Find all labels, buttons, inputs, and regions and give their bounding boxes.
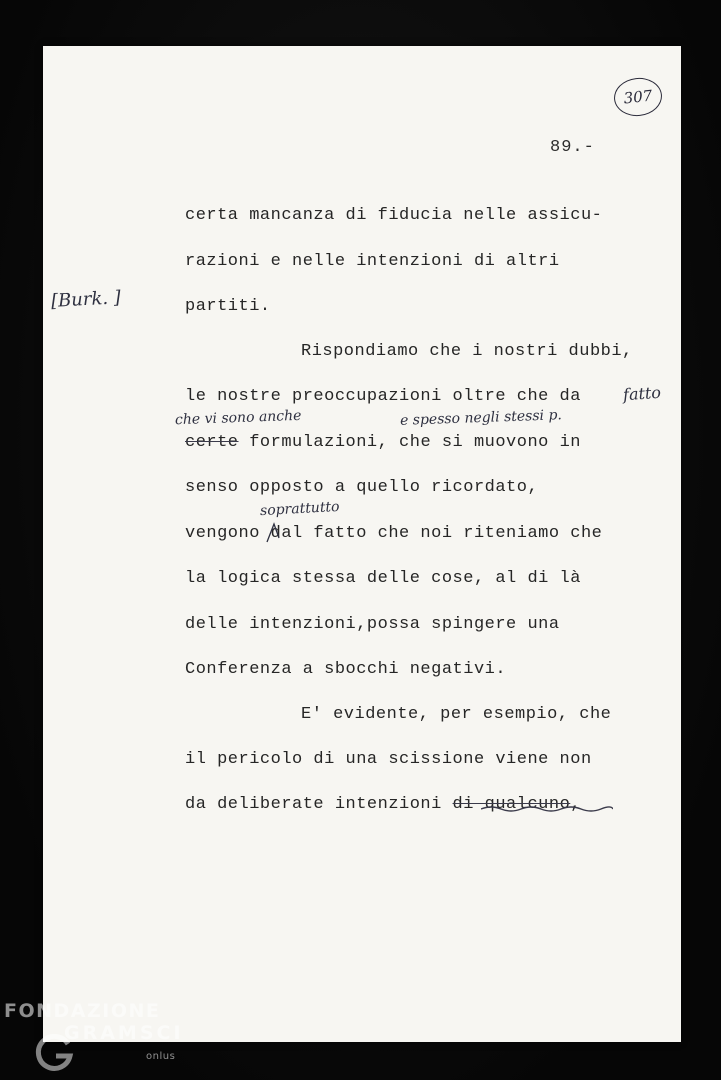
text-line-8: vengono dal fatto che noi riteniamo che [185, 524, 603, 543]
archive-watermark [4, 1000, 204, 1078]
watermark-line-1: FONDAZIONE [4, 1000, 161, 1022]
page-number: 89.- [550, 138, 595, 157]
text-line-14-start: da deliberate intenzioni [185, 795, 453, 814]
handwritten-insert-3: fatto [622, 382, 662, 405]
text-line-4: Rispondiamo che i nostri dubbi, [301, 342, 633, 361]
watermark-line-3: onlus [146, 1051, 176, 1062]
text-line-6-rest: formulazioni, che si muovono in [249, 433, 581, 452]
handwritten-insert-4: soprattutto [259, 498, 340, 520]
text-line-9: la logica stessa delle cose, al di là [185, 569, 581, 588]
text-line-5: le nostre preoccupazioni oltre che da [185, 387, 581, 406]
text-line-11: Conferenza a sbocchi negativi. [185, 660, 507, 679]
text-line-13: il pericolo di una scissione viene non [185, 750, 592, 769]
text-line-14-end: , [570, 795, 581, 814]
insertion-caret-mark [265, 518, 283, 544]
handwritten-insert-2: e spesso negli stessi p. [399, 407, 563, 429]
document-page [43, 46, 681, 1042]
struck-word-certe: certe [185, 433, 239, 452]
handwritten-margin-note: [Burk. ] [50, 287, 122, 312]
watermark-line-2: GRAMSCI [64, 1022, 184, 1044]
archive-stamp-number: 307 [622, 86, 654, 108]
text-line-12: E' evidente, per esempio, che [301, 705, 612, 724]
text-line-1: certa mancanza di fiducia nelle assicu- [185, 206, 603, 225]
archive-stamp [612, 76, 664, 119]
text-line-10: delle intenzioni,possa spingere una [185, 615, 560, 634]
struck-words-di-qualcuno: di qualcuno [452, 795, 571, 814]
text-line-7: senso opposto a quello ricordato, [185, 478, 539, 497]
text-line-2: razioni e nelle intenzioni di altri [185, 252, 560, 271]
handwritten-insert-1: che vi sono anche [174, 407, 302, 429]
text-line-3: partiti. [185, 297, 271, 316]
text-line-6 [185, 433, 581, 452]
strikeout-scribble [481, 804, 613, 814]
